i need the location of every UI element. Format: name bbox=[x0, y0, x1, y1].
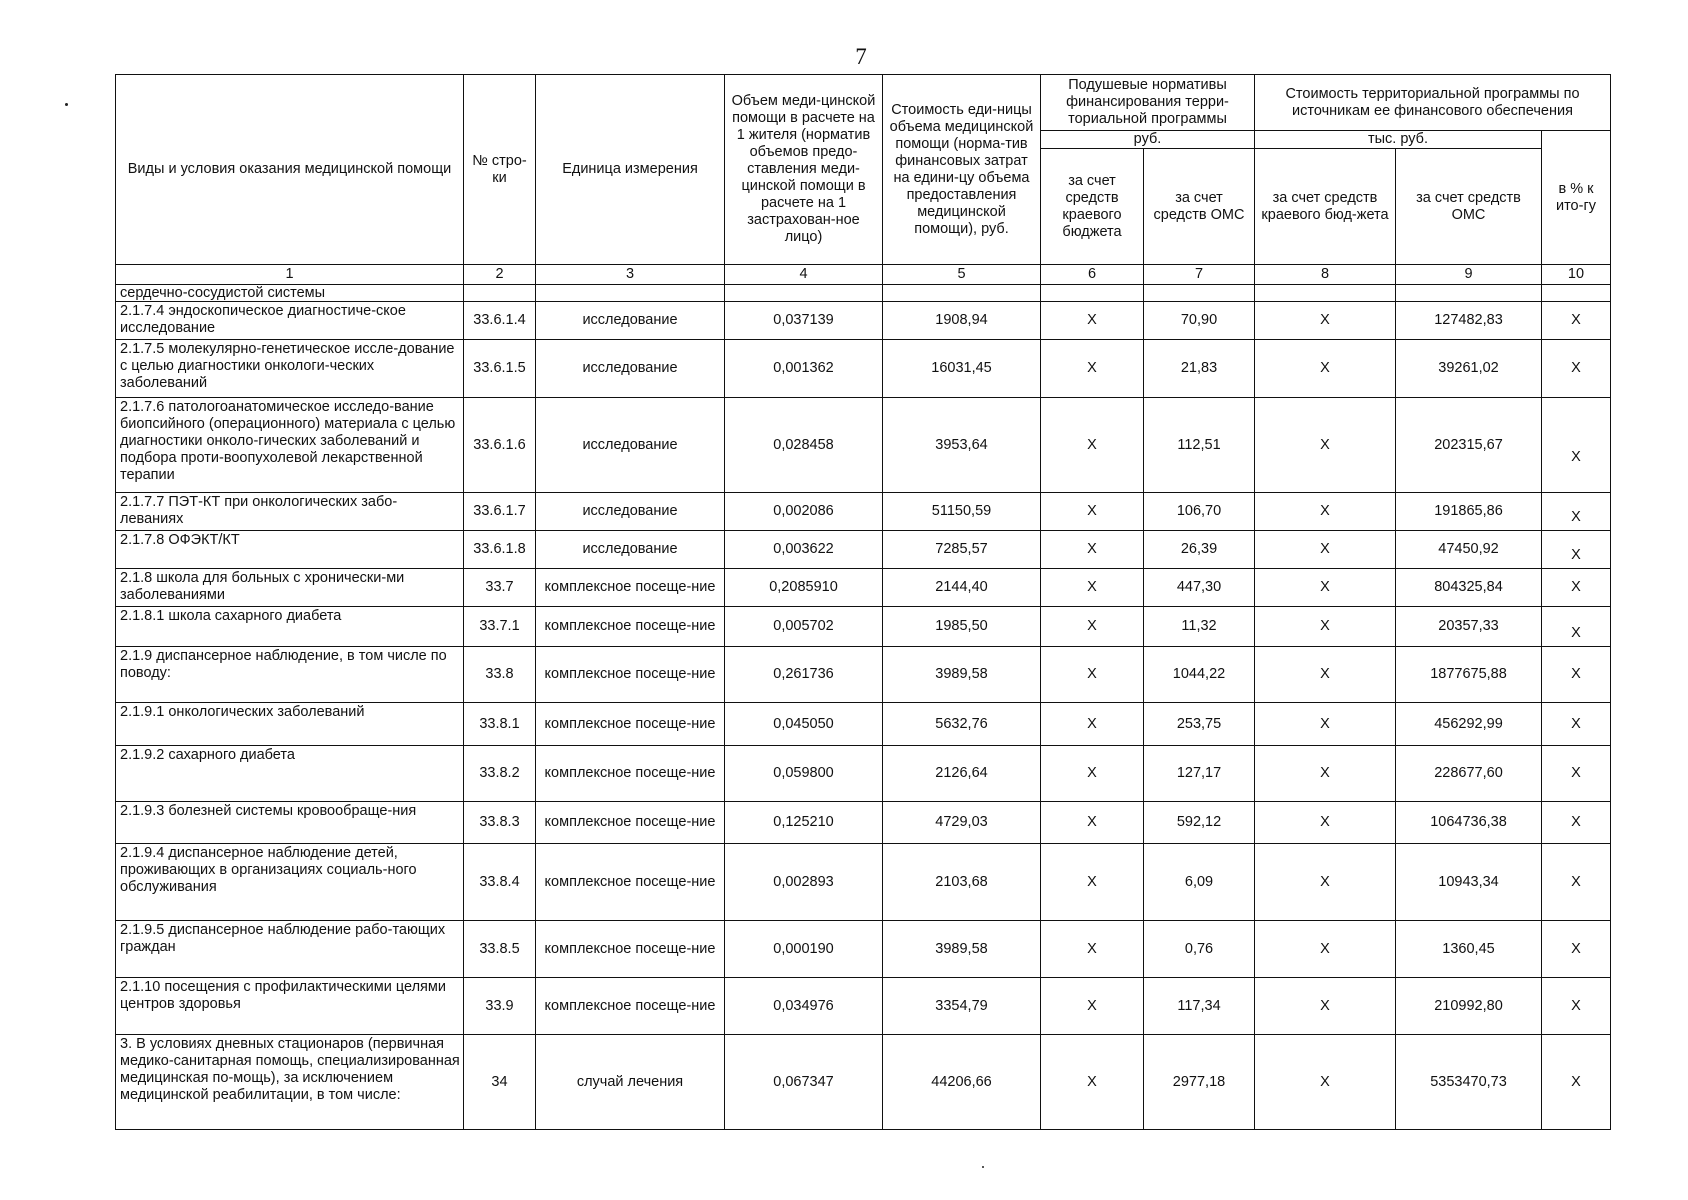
row-line-number: 33.7 bbox=[464, 569, 536, 607]
row-unit bbox=[536, 285, 725, 302]
row-unit-cost: 3989,58 bbox=[883, 647, 1041, 703]
row-per-capita-regional: X bbox=[1041, 921, 1144, 978]
row-cost-oms: 5353470,73 bbox=[1396, 1035, 1542, 1130]
header-per-capita-regional-budget: за счет средств краевого бюджета bbox=[1041, 149, 1144, 265]
row-unit-cost: 2144,40 bbox=[883, 569, 1041, 607]
row-line-number: 33.8.1 bbox=[464, 703, 536, 746]
row-line-number: 33.7.1 bbox=[464, 607, 536, 647]
row-unit: комплексное посеще-ние bbox=[536, 607, 725, 647]
row-percent: X bbox=[1542, 802, 1611, 844]
row-line-number: 33.6.1.4 bbox=[464, 302, 536, 340]
column-number: 1 bbox=[116, 265, 464, 285]
row-per-capita-oms: 11,32 bbox=[1144, 607, 1255, 647]
row-per-capita-oms bbox=[1144, 285, 1255, 302]
row-per-capita-oms: 117,34 bbox=[1144, 978, 1255, 1035]
page-number: 7 bbox=[855, 44, 867, 69]
row-cost-regional: X bbox=[1255, 647, 1396, 703]
row-cost-oms: 202315,67 bbox=[1396, 398, 1542, 493]
row-unit-cost: 2103,68 bbox=[883, 844, 1041, 921]
row-cost-oms: 20357,33 bbox=[1396, 607, 1542, 647]
row-per-capita-regional: X bbox=[1041, 746, 1144, 802]
row-unit-cost: 5632,76 bbox=[883, 703, 1041, 746]
row-cost-oms: 10943,34 bbox=[1396, 844, 1542, 921]
row-volume: 0,003622 bbox=[725, 531, 883, 569]
row-per-capita-oms: 26,39 bbox=[1144, 531, 1255, 569]
row-unit: комплексное посеще-ние bbox=[536, 921, 725, 978]
row-unit: исследование bbox=[536, 340, 725, 398]
row-line-number bbox=[464, 285, 536, 302]
table-row bbox=[116, 531, 1611, 569]
row-unit-cost: 3989,58 bbox=[883, 921, 1041, 978]
column-number: 9 bbox=[1396, 265, 1542, 285]
row-per-capita-regional: X bbox=[1041, 398, 1144, 493]
row-unit-cost bbox=[883, 285, 1041, 302]
row-volume: 0,000190 bbox=[725, 921, 883, 978]
column-number: 10 bbox=[1542, 265, 1611, 285]
row-unit-cost: 51150,59 bbox=[883, 493, 1041, 531]
row-per-capita-oms: 70,90 bbox=[1144, 302, 1255, 340]
row-line-number: 33.8.5 bbox=[464, 921, 536, 978]
header-unit-thousand-rub: тыс. руб. bbox=[1255, 131, 1542, 149]
table-row bbox=[116, 647, 1611, 703]
row-line-number: 33.8.2 bbox=[464, 746, 536, 802]
row-volume: 0,002086 bbox=[725, 493, 883, 531]
row-name: 2.1.7.4 эндоскопическое диагностиче-ское исследование bbox=[116, 302, 464, 340]
row-per-capita-oms: 127,17 bbox=[1144, 746, 1255, 802]
row-per-capita-regional: X bbox=[1041, 1035, 1144, 1130]
row-name: 2.1.9.5 диспансерное наблюдение рабо-тающих граждан bbox=[116, 921, 464, 978]
table-row bbox=[116, 802, 1611, 844]
header-volume: Объем меди-цинской помощи в расчете на 1 жителя (норматив объемов предо-ставления меди-цинской помощи в расчете на 1 застрахован-ное лицо) bbox=[725, 75, 883, 265]
row-unit: комплексное посеще-ние bbox=[536, 746, 725, 802]
row-percent: X bbox=[1542, 607, 1611, 647]
row-percent bbox=[1542, 285, 1611, 302]
header-per-capita-oms: за счет средств ОМС bbox=[1144, 149, 1255, 265]
row-unit: комплексное посеще-ние bbox=[536, 802, 725, 844]
row-unit-cost: 1985,50 bbox=[883, 607, 1041, 647]
row-unit-cost: 3354,79 bbox=[883, 978, 1041, 1035]
row-name: 2.1.7.8 ОФЭКТ/КТ bbox=[116, 531, 464, 569]
row-cost-regional bbox=[1255, 285, 1396, 302]
table-row bbox=[116, 398, 1611, 493]
row-cost-regional: X bbox=[1255, 607, 1396, 647]
row-percent: X bbox=[1542, 647, 1611, 703]
row-per-capita-regional: X bbox=[1041, 531, 1144, 569]
header-per-capita-group: Подушевые нормативы финансирования терри-ториальной программы bbox=[1041, 75, 1255, 131]
row-cost-oms: 1877675,88 bbox=[1396, 647, 1542, 703]
row-per-capita-oms: 253,75 bbox=[1144, 703, 1255, 746]
row-cost-regional: X bbox=[1255, 340, 1396, 398]
row-cost-regional: X bbox=[1255, 703, 1396, 746]
row-per-capita-regional: X bbox=[1041, 647, 1144, 703]
row-volume: 0,045050 bbox=[725, 703, 883, 746]
row-unit-cost: 3953,64 bbox=[883, 398, 1041, 493]
row-cost-oms: 1360,45 bbox=[1396, 921, 1542, 978]
row-per-capita-oms: 2977,18 bbox=[1144, 1035, 1255, 1130]
row-name: 3. В условиях дневных стационаров (первичная медико-санитарная помощь, специализированная медицинская по-мощь), за исключением медицинской реабилитации, в том числе: bbox=[116, 1035, 464, 1130]
row-per-capita-oms: 21,83 bbox=[1144, 340, 1255, 398]
row-cost-oms: 210992,80 bbox=[1396, 978, 1542, 1035]
row-name: 2.1.7.7 ПЭТ-КТ при онкологических забо-леваниях bbox=[116, 493, 464, 531]
row-unit: исследование bbox=[536, 398, 725, 493]
row-percent: X bbox=[1542, 1035, 1611, 1130]
row-unit-cost: 44206,66 bbox=[883, 1035, 1041, 1130]
row-name: 2.1.10 посещения с профилактическими целями центров здоровья bbox=[116, 978, 464, 1035]
row-per-capita-regional: X bbox=[1041, 978, 1144, 1035]
row-unit-cost: 1908,94 bbox=[883, 302, 1041, 340]
table-row bbox=[116, 921, 1611, 978]
row-cost-oms: 39261,02 bbox=[1396, 340, 1542, 398]
row-per-capita-regional: X bbox=[1041, 569, 1144, 607]
row-cost-regional: X bbox=[1255, 531, 1396, 569]
row-unit: комплексное посеще-ние bbox=[536, 844, 725, 921]
row-line-number: 33.8.3 bbox=[464, 802, 536, 844]
row-unit: комплексное посеще-ние bbox=[536, 703, 725, 746]
row-name: 2.1.7.5 молекулярно-генетическое иссле-дование с целью диагностики онкологи-ческих заболеваний bbox=[116, 340, 464, 398]
row-unit-cost: 7285,57 bbox=[883, 531, 1041, 569]
row-percent: X bbox=[1542, 978, 1611, 1035]
row-per-capita-oms: 106,70 bbox=[1144, 493, 1255, 531]
table-row bbox=[116, 569, 1611, 607]
row-percent: X bbox=[1542, 746, 1611, 802]
header-percent-of-total: в % к ито-гу bbox=[1542, 131, 1611, 265]
row-volume: 0,002893 bbox=[725, 844, 883, 921]
row-percent: X bbox=[1542, 531, 1611, 569]
row-name: 2.1.9.3 болезней системы кровообраще-ния bbox=[116, 802, 464, 844]
row-line-number: 34 bbox=[464, 1035, 536, 1130]
row-cost-regional: X bbox=[1255, 398, 1396, 493]
row-unit: исследование bbox=[536, 302, 725, 340]
row-line-number: 33.9 bbox=[464, 978, 536, 1035]
row-line-number: 33.6.1.6 bbox=[464, 398, 536, 493]
row-cost-regional: X bbox=[1255, 921, 1396, 978]
row-unit-cost: 16031,45 bbox=[883, 340, 1041, 398]
row-percent: X bbox=[1542, 703, 1611, 746]
column-number: 4 bbox=[725, 265, 883, 285]
header-type-and-conditions: Виды и условия оказания медицинской помощи bbox=[116, 75, 464, 265]
row-name: сердечно-сосудистой системы bbox=[116, 285, 464, 302]
row-per-capita-oms: 447,30 bbox=[1144, 569, 1255, 607]
row-cost-oms: 804325,84 bbox=[1396, 569, 1542, 607]
row-per-capita-regional: X bbox=[1041, 844, 1144, 921]
row-per-capita-oms: 112,51 bbox=[1144, 398, 1255, 493]
row-volume: 0,2085910 bbox=[725, 569, 883, 607]
row-cost-regional: X bbox=[1255, 746, 1396, 802]
row-per-capita-oms: 1044,22 bbox=[1144, 647, 1255, 703]
header-cost-oms: за счет средств ОМС bbox=[1396, 149, 1542, 265]
row-cost-oms: 127482,83 bbox=[1396, 302, 1542, 340]
row-per-capita-regional: X bbox=[1041, 703, 1144, 746]
row-cost-regional: X bbox=[1255, 1035, 1396, 1130]
table-row bbox=[116, 493, 1611, 531]
row-cost-oms bbox=[1396, 285, 1542, 302]
row-volume: 0,037139 bbox=[725, 302, 883, 340]
row-percent: X bbox=[1542, 302, 1611, 340]
header-cost-regional-budget: за счет средств краевого бюд-жета bbox=[1255, 149, 1396, 265]
table-row bbox=[116, 844, 1611, 921]
table-row bbox=[116, 607, 1611, 647]
row-cost-oms: 1064736,38 bbox=[1396, 802, 1542, 844]
row-cost-regional: X bbox=[1255, 802, 1396, 844]
row-per-capita-oms: 0,76 bbox=[1144, 921, 1255, 978]
header-unit-cost: Стоимость еди-ницы объема медицинской помощи (норма-тив финансовых затрат на едини-цу объема предоставления медицинской помощи), руб. bbox=[883, 75, 1041, 265]
row-per-capita-oms: 592,12 bbox=[1144, 802, 1255, 844]
header-unit-rub: руб. bbox=[1041, 131, 1255, 149]
scan-speck bbox=[982, 1166, 984, 1168]
row-cost-regional: X bbox=[1255, 493, 1396, 531]
row-volume: 0,125210 bbox=[725, 802, 883, 844]
table-row bbox=[116, 340, 1611, 398]
row-per-capita-regional bbox=[1041, 285, 1144, 302]
row-cost-regional: X bbox=[1255, 844, 1396, 921]
row-cost-oms: 456292,99 bbox=[1396, 703, 1542, 746]
row-unit: случай лечения bbox=[536, 1035, 725, 1130]
row-cost-oms: 191865,86 bbox=[1396, 493, 1542, 531]
row-line-number: 33.6.1.8 bbox=[464, 531, 536, 569]
row-line-number: 33.8.4 bbox=[464, 844, 536, 921]
row-line-number: 33.6.1.7 bbox=[464, 493, 536, 531]
row-unit: комплексное посеще-ние bbox=[536, 569, 725, 607]
table-row bbox=[116, 285, 1611, 302]
row-name: 2.1.7.6 патологоанатомическое исследо-вание биопсийного (операционного) материала с целью диагностики онколо-гических заболеваний и подбора проти-воопухолевой лекарственной терапии bbox=[116, 398, 464, 493]
row-per-capita-regional: X bbox=[1041, 302, 1144, 340]
table-row bbox=[116, 703, 1611, 746]
row-unit: исследование bbox=[536, 493, 725, 531]
row-percent: X bbox=[1542, 569, 1611, 607]
row-volume: 0,067347 bbox=[725, 1035, 883, 1130]
column-number: 7 bbox=[1144, 265, 1255, 285]
row-name: 2.1.8.1 школа сахарного диабета bbox=[116, 607, 464, 647]
row-cost-oms: 47450,92 bbox=[1396, 531, 1542, 569]
row-cost-regional: X bbox=[1255, 569, 1396, 607]
row-line-number: 33.6.1.5 bbox=[464, 340, 536, 398]
table-row bbox=[116, 978, 1611, 1035]
row-unit: комплексное посеще-ние bbox=[536, 978, 725, 1035]
table-row bbox=[116, 746, 1611, 802]
column-number: 5 bbox=[883, 265, 1041, 285]
row-unit-cost: 4729,03 bbox=[883, 802, 1041, 844]
scan-speck bbox=[65, 103, 68, 106]
row-unit-cost: 2126,64 bbox=[883, 746, 1041, 802]
row-name: 2.1.9.2 сахарного диабета bbox=[116, 746, 464, 802]
column-number: 6 bbox=[1041, 265, 1144, 285]
row-cost-regional: X bbox=[1255, 302, 1396, 340]
row-percent: X bbox=[1542, 340, 1611, 398]
column-number: 8 bbox=[1255, 265, 1396, 285]
row-per-capita-oms: 6,09 bbox=[1144, 844, 1255, 921]
header-program-cost-group: Стоимость территориальной программы по источникам ее финансового обеспечения bbox=[1255, 75, 1611, 131]
row-volume: 0,261736 bbox=[725, 647, 883, 703]
row-volume bbox=[725, 285, 883, 302]
row-volume: 0,005702 bbox=[725, 607, 883, 647]
table-row bbox=[116, 1035, 1611, 1130]
row-name: 2.1.9.4 диспансерное наблюдение детей, проживающих в организациях социаль-ного обслуживания bbox=[116, 844, 464, 921]
row-volume: 0,028458 bbox=[725, 398, 883, 493]
row-unit: исследование bbox=[536, 531, 725, 569]
row-name: 2.1.8 школа для больных с хронически-ми заболеваниями bbox=[116, 569, 464, 607]
row-cost-regional: X bbox=[1255, 978, 1396, 1035]
row-name: 2.1.9 диспансерное наблюдение, в том числе по поводу: bbox=[116, 647, 464, 703]
row-percent: X bbox=[1542, 921, 1611, 978]
row-cost-oms: 228677,60 bbox=[1396, 746, 1542, 802]
row-percent: X bbox=[1542, 493, 1611, 531]
row-line-number: 33.8 bbox=[464, 647, 536, 703]
row-per-capita-regional: X bbox=[1041, 493, 1144, 531]
row-per-capita-regional: X bbox=[1041, 802, 1144, 844]
row-volume: 0,059800 bbox=[725, 746, 883, 802]
header-line-number: № стро-ки bbox=[464, 75, 536, 265]
row-unit: комплексное посеще-ние bbox=[536, 647, 725, 703]
row-percent: X bbox=[1542, 398, 1611, 493]
row-volume: 0,034976 bbox=[725, 978, 883, 1035]
row-name: 2.1.9.1 онкологических заболеваний bbox=[116, 703, 464, 746]
row-per-capita-regional: X bbox=[1041, 340, 1144, 398]
table-row bbox=[116, 302, 1611, 340]
row-percent: X bbox=[1542, 844, 1611, 921]
column-number: 2 bbox=[464, 265, 536, 285]
row-volume: 0,001362 bbox=[725, 340, 883, 398]
header-unit: Единица измерения bbox=[536, 75, 725, 265]
program-cost-table bbox=[115, 74, 1611, 1130]
column-number: 3 bbox=[536, 265, 725, 285]
row-per-capita-regional: X bbox=[1041, 607, 1144, 647]
